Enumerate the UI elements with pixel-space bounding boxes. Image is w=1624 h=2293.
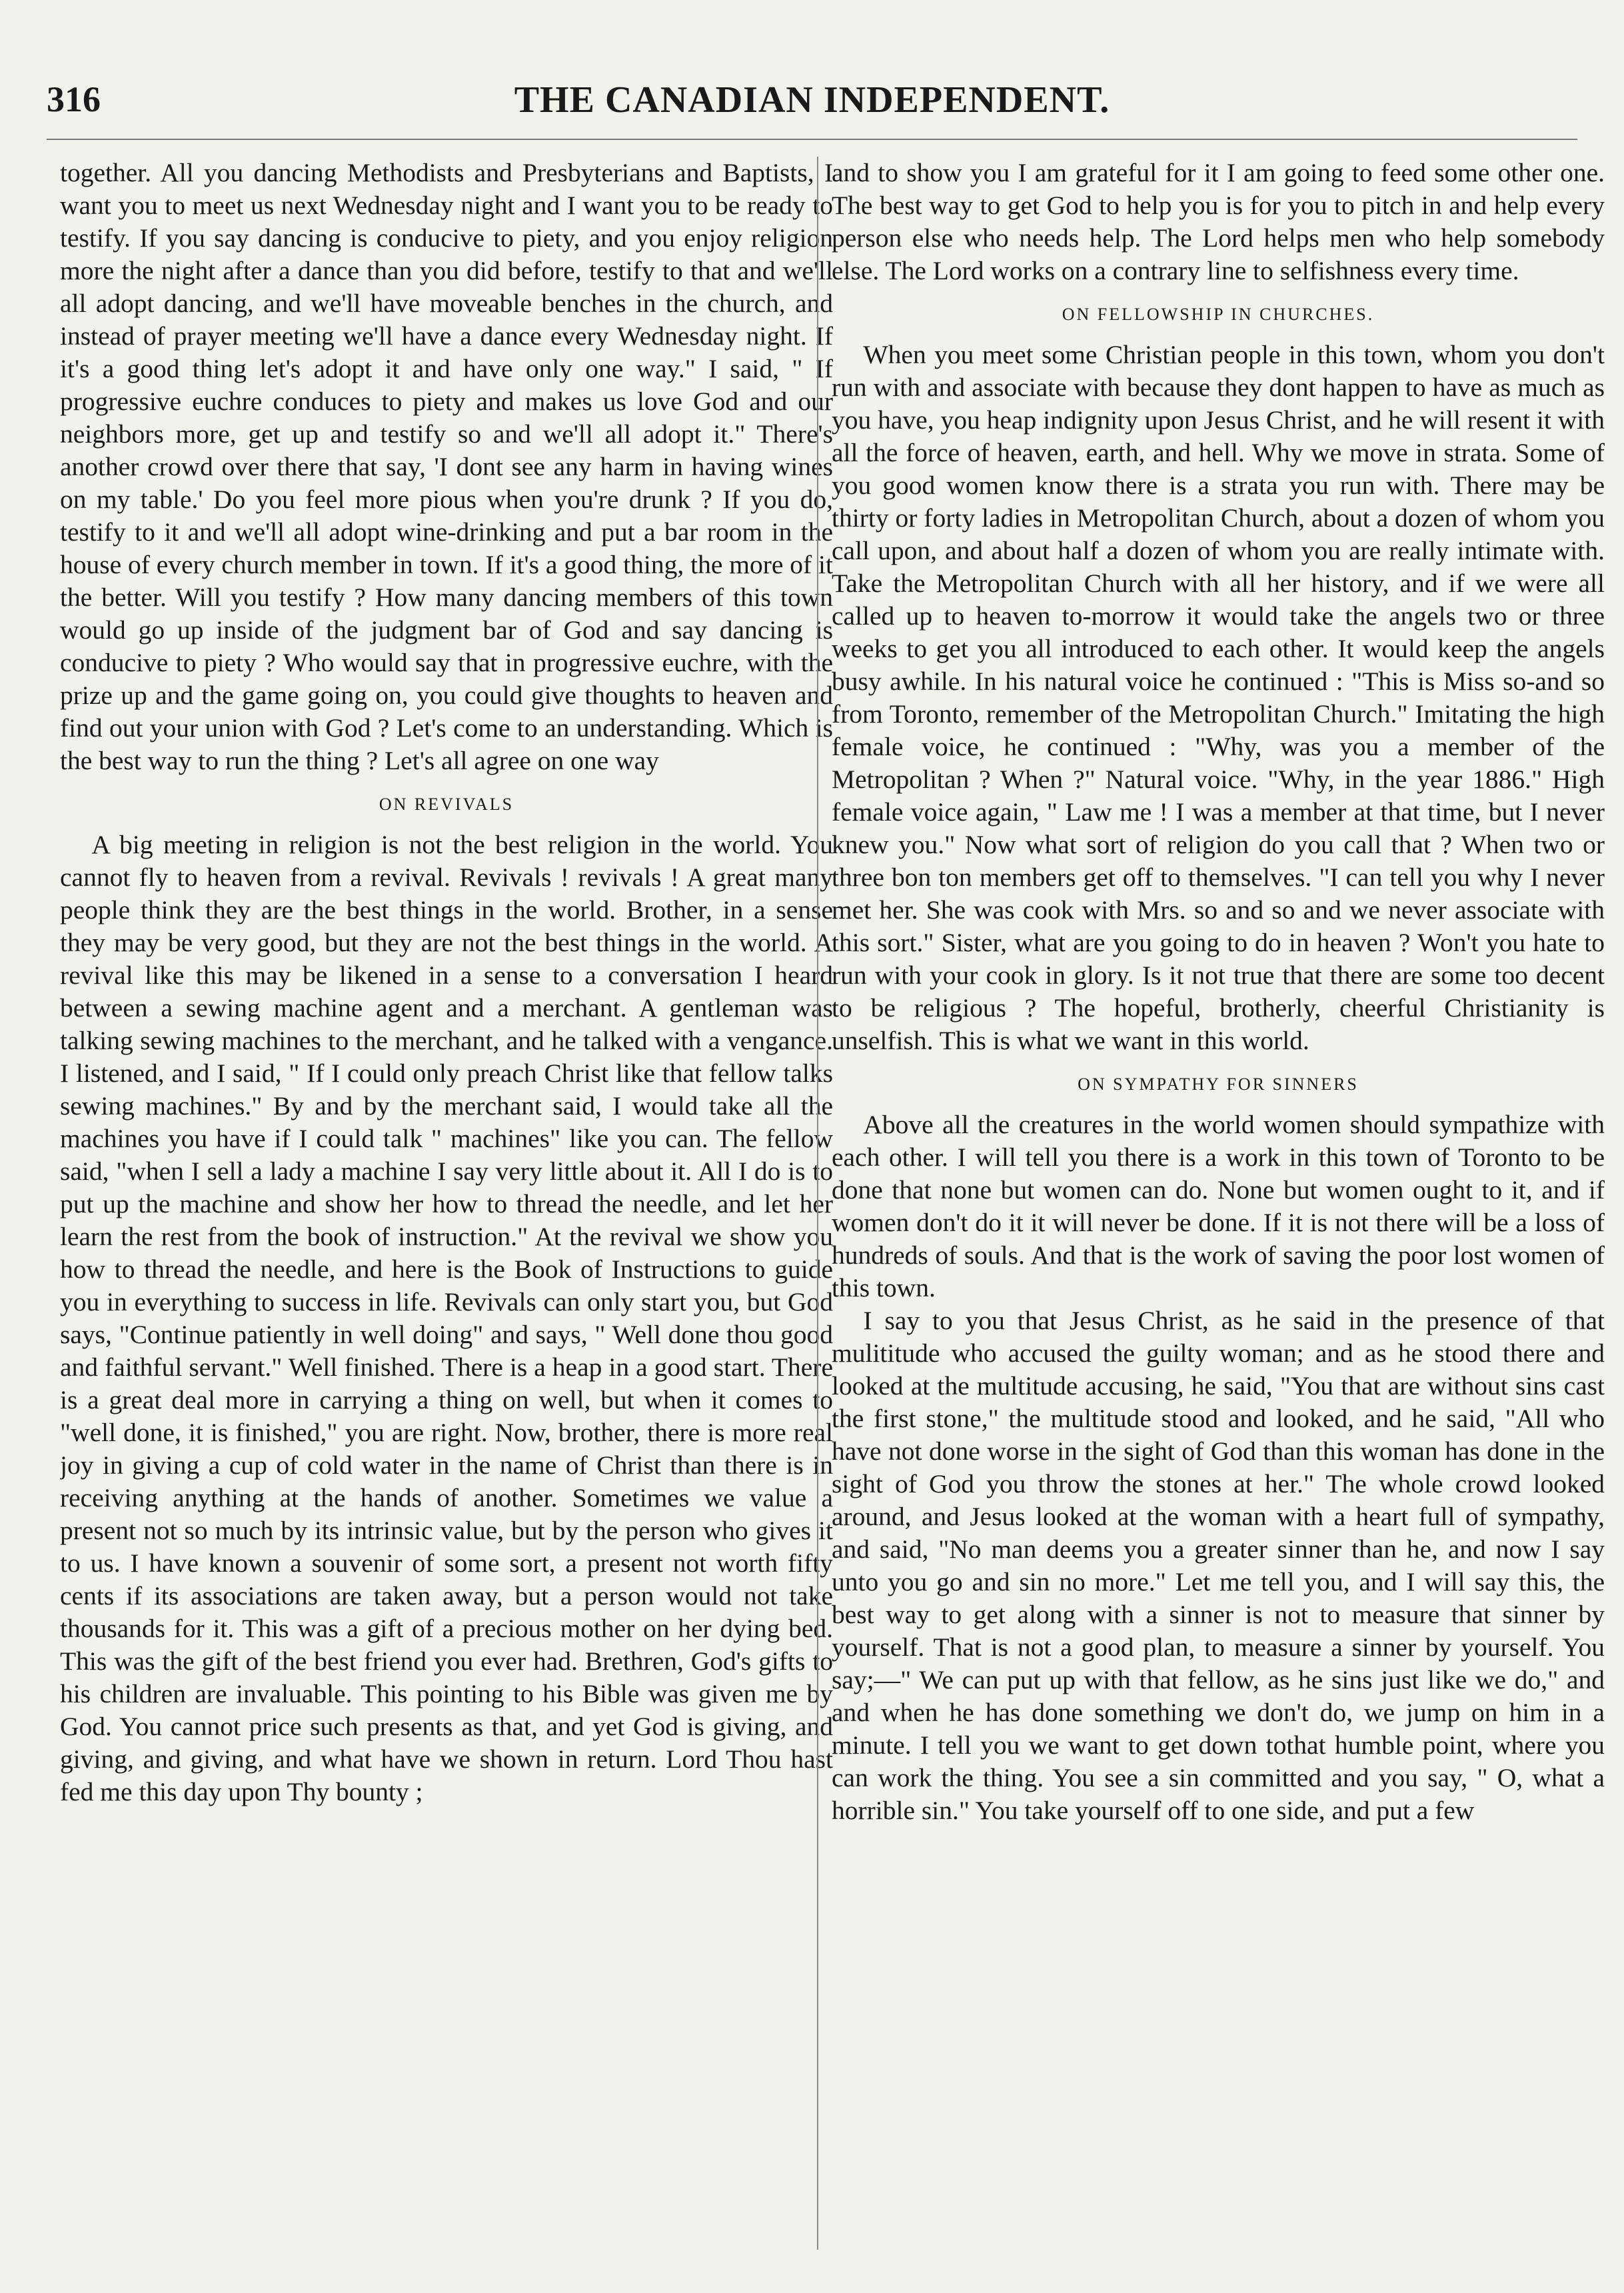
right-paragraph-2: When you meet some Christian people in this town, whom you don't run with and associate with because they dont happen to have as much as you have, you heap indignity upon Jesus Christ, and he will resent it with all the force of heaven, earth, and hell. Why we move in strata. Some of you good women know there is a strata you run with. There may be thirty or forty ladies in Metropolitan Church, about a dozen of whom you call upon, and about half a dozen of whom you are really intimate with. Take the Metropolitan Church with all her history, and if we were all called up to heaven to-morrow it would take the angels two or three weeks to get you all introduced to each other. It would keep the angels busy awhile. In his natural voice he continued : "This is Miss so-and so from Toronto, remember of the Metropolitan Church." Imitating the high female voice, he continued : "Why, was you a member of the Metropolitan ? When ?" Natural voice. "Why, in the year 1886." High female voice again, " Law me ! I was a member at that time, but I never knew you." Now what sort of religion do you call that ? When two or three bon ton members get off to themselves. "I can tell you why I never met her. She was cook with Mrs. so and so and we never associate with this sort." Sister, what are you going to do in heaven ? Won't you hate to run with your cook in glory. Is it not true that there are some too decent to be religious ? The hopeful, brotherly, cheerful Christianity is unselfish. This is what we want in this world. [832, 340, 1605, 1055]
journal-title: THE CANADIAN INDEPENDENT. [514, 79, 1110, 121]
right-column [832, 157, 1605, 2263]
page-number: 316 [47, 79, 101, 119]
header-rule [47, 139, 1577, 140]
heading-on-fellowship: ON FELLOWSHIP IN CHURCHES. [1062, 305, 1375, 324]
right-paragraph-1: and to show you I am grateful for it I am going to feed some other one. The best way to get God to help you is for you to pitch in and help every person else who needs help. The Lord helps men who help somebody else. The Lord works on a contrary line to selfishness every time. [832, 158, 1605, 285]
left-paragraph-2: A big meeting in religion is not the best religion in the world. You cannot fly to heaven from a revival. Revivals ! revivals ! A great many people think they are the best things in the world. Brother, in a sense they may be very good, but they are not the best things in the world. A revival like this may be likened in a sense to a conversation I heard between a sewing machine agent and a merchant. A gentleman was talking sewing machines to the merchant, and he talked with a vengance. I listened, and I said, " If I could only preach Christ like that fellow talks sewing machines." By and by the merchant said, I would take all the machines you have if I could talk " machines" like you can. The fellow said, "when I sell a lady a machine I say very little about it. All I do is to put up the machine and show her how to thread the needle, and let her learn the rest from the book of instruction." At the revival we show you how to thread the needle, and here is the Book of Instructions to guide you in everything to success in life. Revivals can only start you, but God says, "Continue patiently in well doing" and says, " Well done thou good and faithful servant." Well finished. There is a heap in a good start. There is a great deal more in carrying a thing on well, but when it comes to "well done, it is finished," you are right. Now, brother, there is more real joy in giving a cup of cold water in the name of Christ than there is in receiving anything at the hands of another. Sometimes we value a present not so much by its intrinsic value, but by the person who gives it to us. I have known a souvenir of some sort, a present not worth fifty cents if its associations are taken away, but a person would not take thousands for it. This was a gift of a precious mother on her dying bed. This was the gift of the best friend you ever had. Brethren, God's gifts to his children are invaluable. This pointing to his Bible was given me by God. You cannot price such presents as that, and yet God is giving, and giving, and giving, and what have we shown in return. Lord Thou hast fed me this day upon Thy bounty ; [60, 830, 833, 1806]
heading-on-revivals: ON REVIVALS [379, 795, 514, 814]
page-header [47, 79, 1577, 132]
column-divider [817, 157, 818, 2250]
heading-on-sympathy: ON SYMPATHY FOR SINNERS [1078, 1075, 1359, 1094]
left-paragraph-1: together. All you dancing Methodists and Presbyterians and Baptists, I want you to meet us next Wednesday night and I want you to be ready to testify. If you say dancing is conducive to piety, and you enjoy religion more the night after a dance than you did before, testify to that and we'll all adopt dancing, and we'll have moveable benches in the church, and instead of prayer meeting we'll have a dance every Wednesday night. If it's a good thing let's adopt it and have only one way." I said, " If progressive euchre conduces to piety and makes us love God and our neighbors more, get up and testify so and we'll all adopt it." There's another crowd over there that say, 'I dont see any harm in having wines on my table.' Do you feel more pious when you're drunk ? If you do, testify to it and we'll all adopt wine-drinking and put a bar room in the house of every church member in town. If it's a good thing, the more of it the better. Will you testify ? How many dancing members of this town would go up inside of the judgment bar of God and say dancing is conducive to piety ? Who would say that in progressive euchre, with the prize up and the game going on, you could give thoughts to heaven and find out your union with God ? Let's come to an understanding. Which is the best way to run the thing ? Let's all agree on one way [60, 158, 833, 775]
right-paragraph-3: Above all the creatures in the world women should sympathize with each other. I will tell you there is a work in this town of Toronto to be done that none but women can do. None but women ought to it, and if women don't do it it will never be done. If it is not there will be a loss of hundreds of souls. And that is the work of saving the poor lost women of this town. [832, 1110, 1605, 1302]
right-paragraph-4: I say to you that Jesus Christ, as he said in the presence of that mulititude who accused the guilty woman; and as he stood there and looked at the multitude accusing, he said, "You that are without sins cast the first stone," the multitude stood and looked, and he said, "All who have not done worse in the sight of God than this woman has done in the sight of God you throw the stones at her." The whole crowd looked around, and Jesus looked at the woman with a heart full of sympathy, and said, "No man deems you a greater sinner than he, and now I say unto you go and sin no more." Let me tell you, and I will say this, the best way to get along with a sinner is not to measure that sinner by yourself. That is not a good plan, to measure a sinner by yourself. You say;—" We can put up with that fellow, as he sins just like we do," and and when he has done something we don't do, we jump on him in a minute. I tell you we want to get down tothat humble point, where you can work the thing. You see a sin committed and you say, " O, what a horrible sin." You take yourself off to one side, and put a few [832, 1306, 1605, 1825]
left-column [60, 157, 833, 2263]
